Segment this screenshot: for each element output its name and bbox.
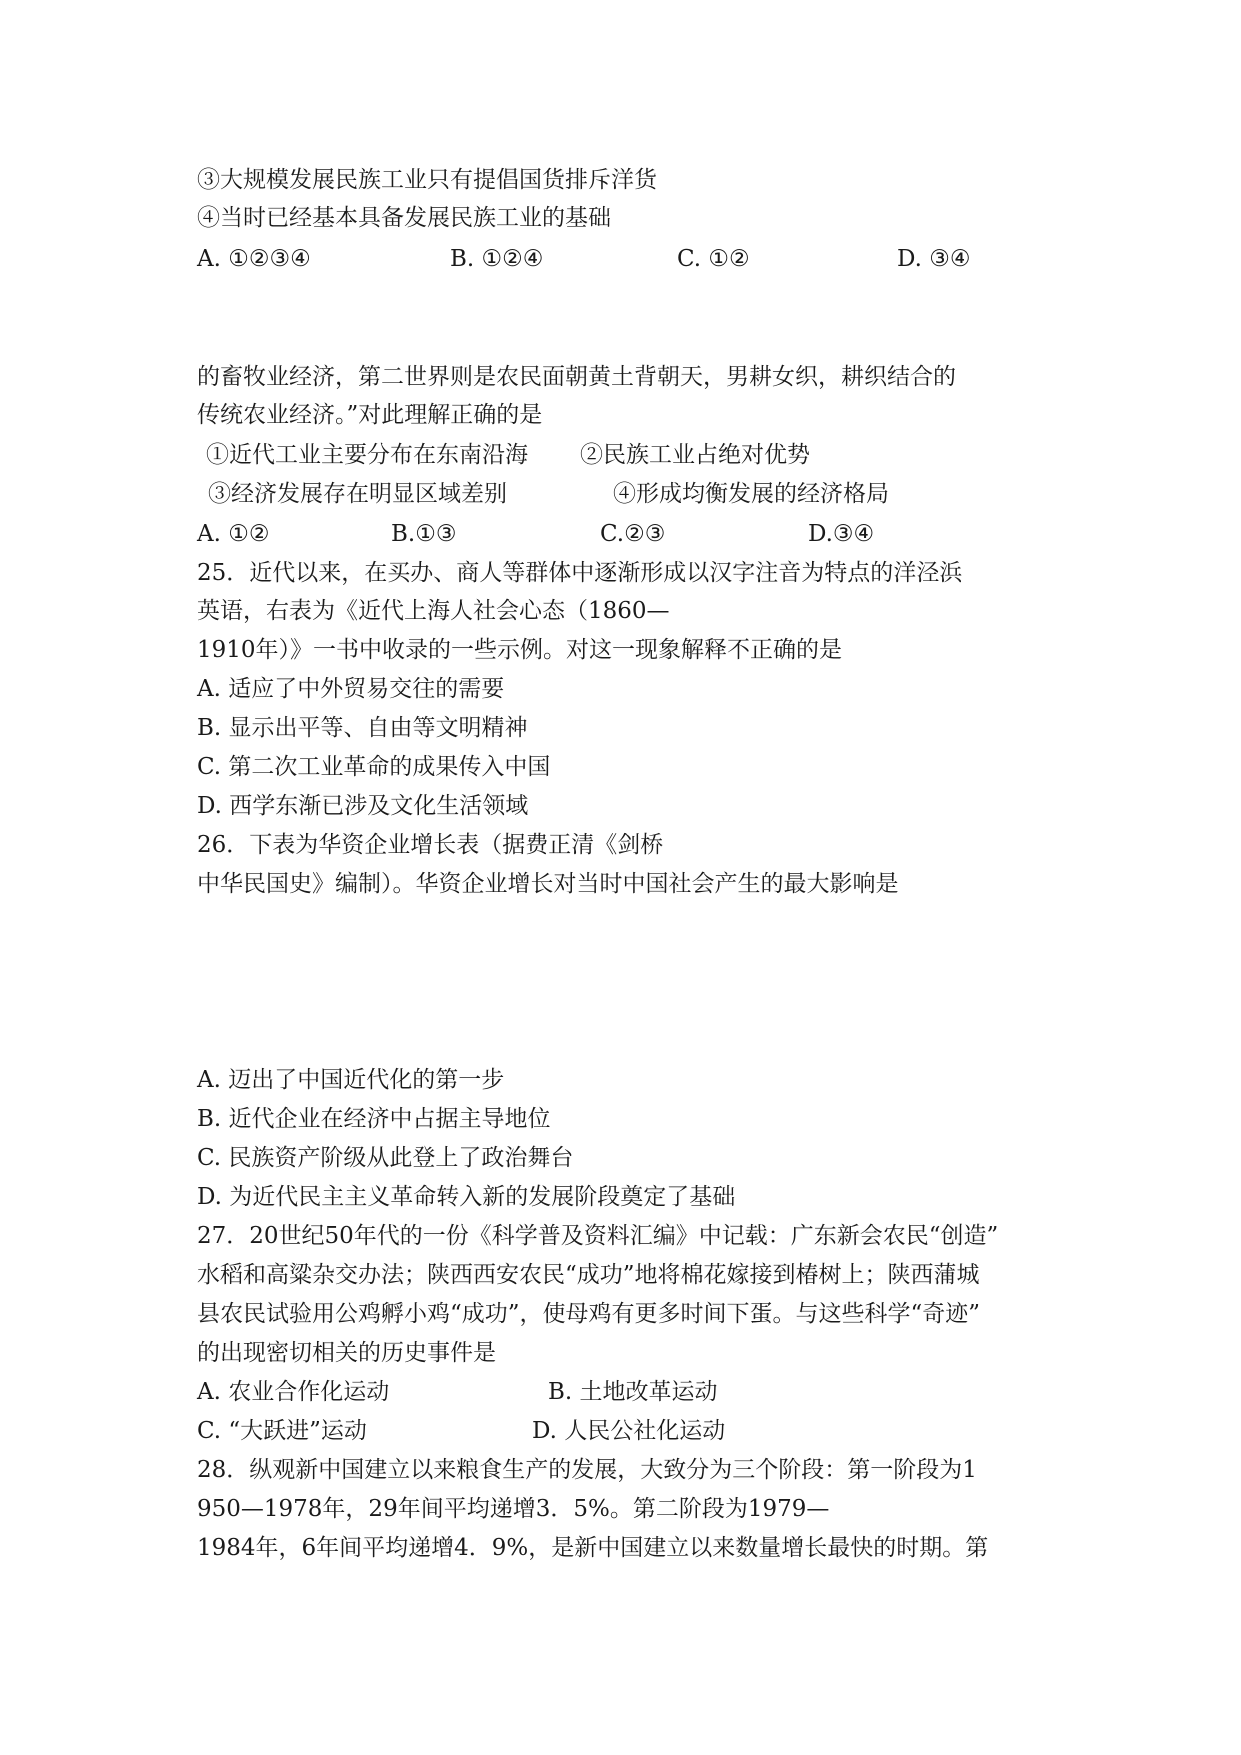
q26-option-b: B. 近代企业在经济中占据主导地位 xyxy=(197,1106,551,1132)
statement-3: ③大规模发展民族工业只有提倡国货排斥洋货 xyxy=(197,167,657,193)
q24-statement-1: ①近代工业主要分布在东南沿海 xyxy=(206,442,528,468)
option-b: B. ①②④ xyxy=(450,246,544,272)
q27-line-1: 27．20世纪50年代的一份《科学普及资料汇编》中记载：广东新会农民“创造” xyxy=(197,1223,999,1249)
q24-line-1: 的畜牧业经济，第二世界则是农民面朝黄土背朝天，男耕女织，耕织结合的 xyxy=(197,364,956,390)
q24-statement-3: ③经济发展存在明显区域差别 xyxy=(208,481,507,507)
q25-option-d: D. 西学东渐已涉及文化生活领域 xyxy=(197,793,529,819)
q28-line-3: 1984年，6年间平均递增4．9%，是新中国建立以来数量增长最快的时期。第 xyxy=(197,1535,989,1561)
option-d: D. ③④ xyxy=(897,246,971,272)
q25-line-2: 英语，右表为《近代上海人社会心态（1860— xyxy=(197,598,670,624)
q26-option-d: D. 为近代民主主义革命转入新的发展阶段奠定了基础 xyxy=(197,1184,736,1210)
q26-line-1: 26．下表为华资企业增长表（据费正清《剑桥 xyxy=(197,832,664,858)
q28-line-1: 28．纵观新中国建立以来粮食生产的发展，大致分为三个阶段：第一阶段为1 xyxy=(197,1457,977,1483)
q26-line-2: 中华民国史》编制）。华资企业增长对当时中国社会产生的最大影响是 xyxy=(197,871,899,897)
q24-option-b: B.①③ xyxy=(391,521,457,547)
q24-line-2: 传统农业经济。”对此理解正确的是 xyxy=(197,402,543,428)
q25-line-1: 25．近代以来，在买办、商人等群体中逐渐形成以汉字注音为特点的洋泾浜 xyxy=(197,560,963,586)
q24-option-a: A. ①② xyxy=(197,521,270,547)
q27-line-4: 的出现密切相关的历史事件是 xyxy=(197,1340,496,1366)
q24-option-c: C.②③ xyxy=(600,521,666,547)
option-c: C. ①② xyxy=(677,246,750,272)
q25-option-b: B. 显示出平等、自由等文明精神 xyxy=(197,715,528,741)
q26-option-a: A. 迈出了中国近代化的第一步 xyxy=(197,1067,505,1093)
q27-option-c: C. “大跃进”运动 xyxy=(197,1418,367,1444)
option-a: A. ①②③④ xyxy=(197,246,311,272)
q27-option-b: B. 土地改革运动 xyxy=(548,1379,718,1405)
q24-statement-2: ②民族工业占绝对优势 xyxy=(580,442,810,468)
q25-option-a: A. 适应了中外贸易交往的需要 xyxy=(197,676,505,702)
q27-option-d: D. 人民公社化运动 xyxy=(532,1418,726,1444)
q25-option-c: C. 第二次工业革命的成果传入中国 xyxy=(197,754,551,780)
q27-line-2: 水稻和高粱杂交办法；陕西西安农民“成功”地将棉花嫁接到椿树上；陕西蒲城 xyxy=(197,1262,980,1288)
q24-statement-4: ④形成均衡发展的经济格局 xyxy=(613,481,889,507)
q24-option-d: D.③④ xyxy=(808,521,875,547)
q26-option-c: C. 民族资产阶级从此登上了政治舞台 xyxy=(197,1145,574,1171)
statement-4: ④当时已经基本具备发展民族工业的基础 xyxy=(197,205,611,231)
q28-line-2: 950—1978年，29年间平均递增3．5%。第二阶段为1979— xyxy=(197,1496,830,1522)
q25-line-3: 1910年）》一书中收录的一些示例。对这一现象解释不正确的是 xyxy=(197,637,843,663)
q27-option-a: A. 农业合作化运动 xyxy=(197,1379,390,1405)
q27-line-3: 县农民试验用公鸡孵小鸡“成功”，使母鸡有更多时间下蛋。与这些科学“奇迹” xyxy=(197,1301,981,1327)
